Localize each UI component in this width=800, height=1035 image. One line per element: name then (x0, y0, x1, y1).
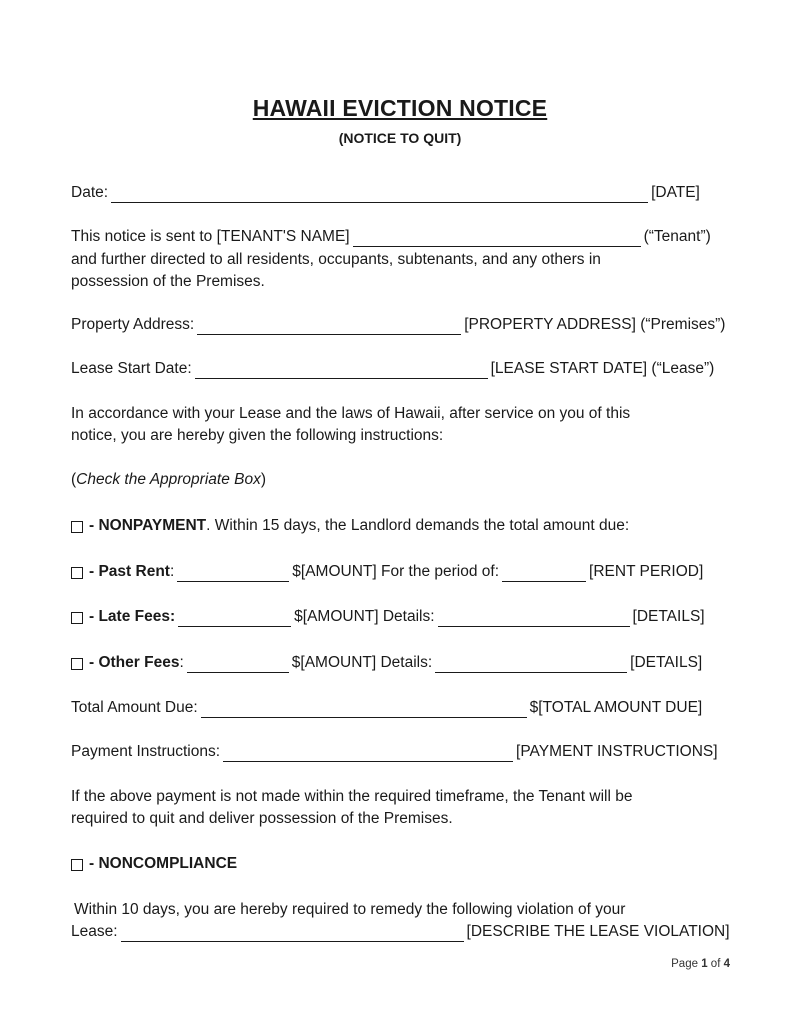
late-fees-checkbox[interactable] (71, 612, 83, 624)
remedy-lease-line (71, 922, 730, 942)
tenant-suffix: (“Tenant”) (643, 228, 711, 245)
property-label: Property Address: (71, 316, 195, 333)
other-fees-line (71, 653, 702, 673)
document-title: HAWAII EVICTION NOTICE (252, 95, 548, 121)
late-fees-label: - Late Fees: (89, 608, 176, 625)
past-rent-line (71, 562, 703, 582)
noncompliance-line (71, 854, 237, 874)
late-fees-amount: $[AMOUNT] Details: (294, 608, 435, 625)
instructions-paragraph (71, 403, 731, 447)
lease-start-label: Lease Start Date: (71, 360, 192, 377)
tenant-line-2: and further directed to all residents, occupants, subtenants, and any others in (71, 251, 601, 268)
other-fees-colon: : (179, 654, 184, 671)
total-placeholder: $[TOTAL AMOUNT DUE] (529, 699, 703, 716)
page-total: 4 (723, 958, 730, 970)
page-of-word: of (710, 958, 721, 970)
property-line (71, 315, 725, 335)
date-line (71, 183, 700, 203)
page-current: 1 (701, 958, 708, 970)
total-label: Total Amount Due: (71, 699, 198, 716)
page-word: Page (671, 958, 698, 970)
failure-line-1: If the above payment is not made within the required timeframe, the Tenant will be (71, 788, 633, 805)
check-note (71, 470, 266, 490)
lease-start-blank[interactable] (195, 362, 488, 379)
late-fees-amount-blank[interactable] (178, 610, 291, 627)
nonpayment-checkbox[interactable] (71, 521, 83, 533)
tenant-line (71, 227, 711, 247)
remedy-label: Lease: (71, 923, 118, 940)
instructions-line-1: In accordance with your Lease and the laws of Hawaii, after service on you of this (71, 405, 631, 422)
failure-paragraph (71, 786, 731, 830)
total-blank[interactable] (201, 701, 527, 718)
payment-line (71, 742, 718, 762)
rent-period-blank[interactable] (502, 565, 586, 582)
payment-label: Payment Instructions: (71, 743, 221, 760)
past-rent-colon: : (169, 563, 175, 580)
payment-placeholder: [PAYMENT INSTRUCTIONS] (516, 743, 718, 760)
past-rent-amount: $[AMOUNT] For the period of: (292, 563, 500, 580)
property-placeholder: [PROPERTY ADDRESS] (“Premises”) (464, 316, 726, 333)
tenant-name-blank[interactable] (353, 230, 641, 247)
check-note-text: Check the Appropriate Box (76, 471, 261, 488)
date-label: Date: (71, 184, 109, 201)
other-fees-details-blank[interactable] (435, 656, 627, 673)
failure-line-2: required to quit and deliver possession of the Premises. (71, 810, 453, 827)
page-number (671, 958, 730, 970)
lease-start-placeholder: [LEASE START DATE] (“Lease”) (490, 360, 715, 377)
nonpayment-line (71, 516, 629, 536)
remedy-blank[interactable] (121, 925, 464, 942)
other-fees-details: [DETAILS] (630, 654, 703, 671)
noncompliance-label: - NONCOMPLIANCE (89, 855, 238, 872)
check-note-open: ( (71, 471, 77, 488)
date-blank[interactable] (111, 186, 648, 203)
other-fees-amount-blank[interactable] (187, 656, 289, 673)
nonpayment-text: . Within 15 days, the Landlord demands the total amount due: (206, 517, 630, 534)
property-blank[interactable] (197, 318, 461, 335)
date-placeholder: [DATE] (651, 184, 700, 201)
nonpayment-label: - NONPAYMENT (89, 517, 207, 534)
total-line (71, 698, 702, 718)
past-rent-checkbox[interactable] (71, 567, 83, 579)
payment-blank[interactable] (223, 745, 513, 762)
document-subtitle: (NOTICE TO QUIT) (338, 130, 462, 146)
instructions-line-2: notice, you are hereby given the following instructions: (71, 427, 444, 444)
past-rent-label: - Past Rent (89, 563, 170, 580)
remedy-placeholder: [DESCRIBE THE LEASE VIOLATION] (466, 923, 730, 940)
past-rent-amount-blank[interactable] (177, 565, 289, 582)
remedy-line-1: Within 10 days, you are hereby required to remedy the following violation of your (74, 901, 626, 918)
other-fees-checkbox[interactable] (71, 658, 83, 670)
check-note-close: ) (260, 471, 267, 488)
rent-period-placeholder: [RENT PERIOD] (589, 563, 704, 580)
tenant-prefix: This notice is sent to [TENANT'S NAME] (71, 228, 350, 245)
late-fees-details-blank[interactable] (438, 610, 630, 627)
late-fees-details: [DETAILS] (632, 608, 705, 625)
late-fees-line (71, 607, 705, 627)
other-fees-amount: $[AMOUNT] Details: (291, 654, 433, 671)
other-fees-label: - Other Fees (89, 654, 180, 671)
tenant-paragraph (71, 249, 731, 293)
noncompliance-checkbox[interactable] (71, 859, 83, 871)
tenant-line-3: possession of the Premises. (71, 273, 265, 290)
lease-start-line (71, 359, 714, 379)
